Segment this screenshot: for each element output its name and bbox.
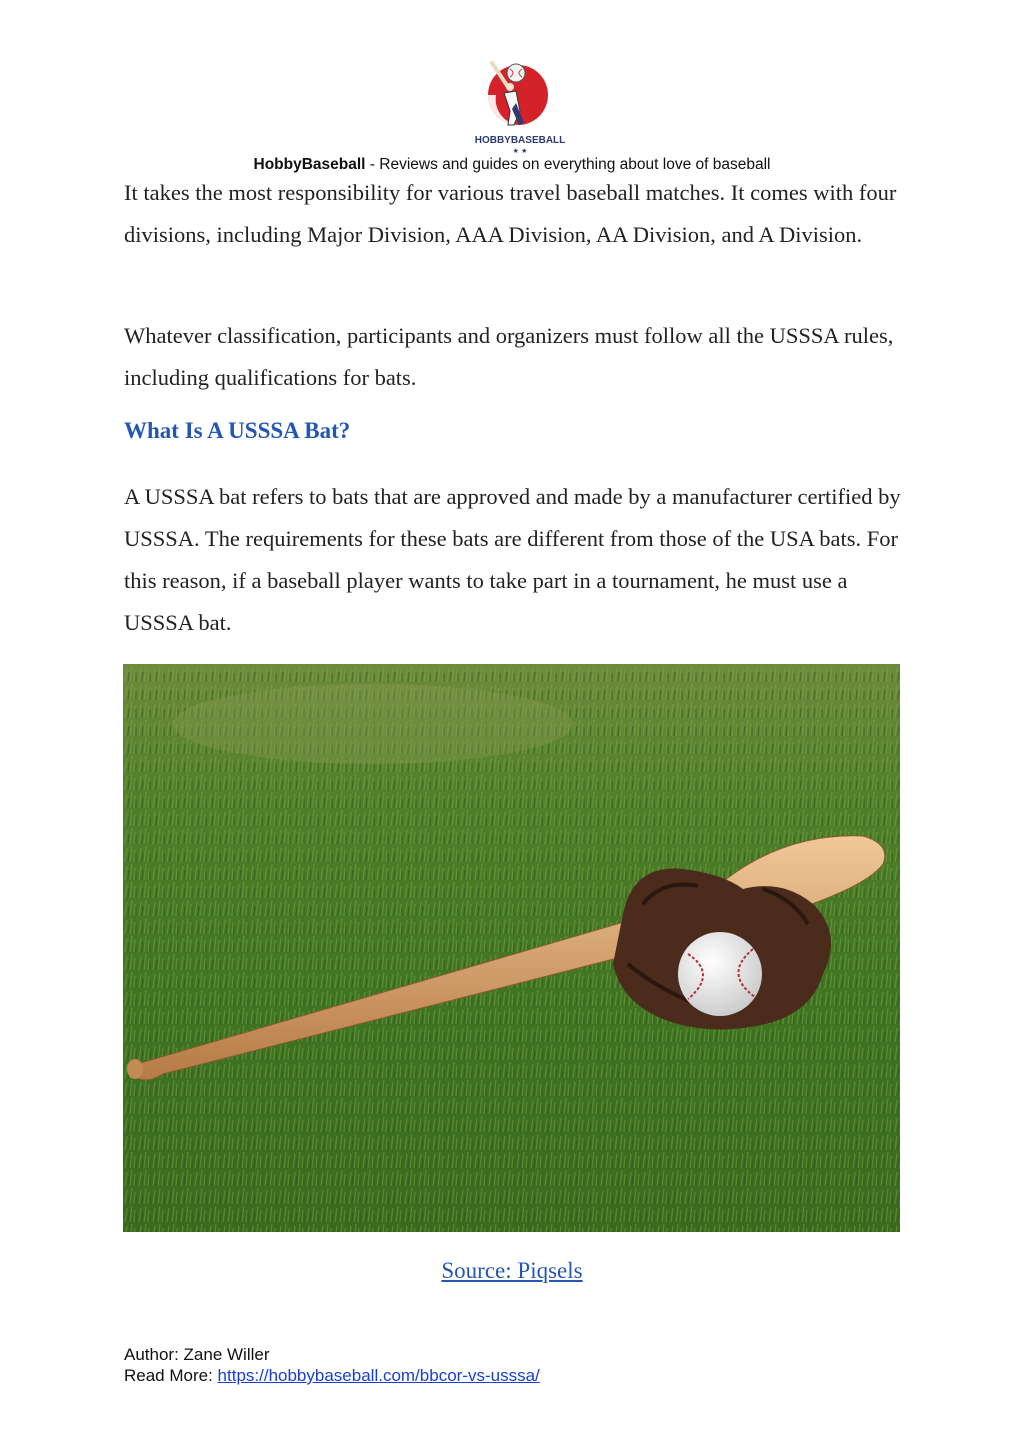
section-heading: What Is A USSSA Bat? <box>124 418 351 443</box>
author-line: Author: Zane Willer <box>124 1345 270 1364</box>
svg-text:★ ★: ★ ★ <box>512 147 528 155</box>
read-more-link[interactable]: https://hobbybaseball.com/bbcor-vs-usssa/ <box>217 1366 540 1385</box>
image-source <box>0 1258 1024 1284</box>
paragraph-divisions: It takes the most responsibility for various travel baseball matches. It comes with four divisions, including Major Division, AAA Division, AA Division, and A Division. <box>124 180 897 247</box>
paragraph-rules: Whatever classification, participants and organizers must follow all the USSSA rules, including qualifications for bats. <box>124 323 894 390</box>
hobbybaseball-logo <box>474 57 566 155</box>
read-more-line <box>124 1365 540 1386</box>
bat-glove-ball-photo <box>123 664 900 1232</box>
footer <box>124 1344 540 1386</box>
brand-name: HobbyBaseball <box>253 156 366 173</box>
tagline-text: - Reviews and guides on everything about love of baseball <box>365 156 771 173</box>
read-more-label: Read More: <box>124 1366 218 1385</box>
source-link[interactable]: Source: Piqsels <box>441 1258 583 1283</box>
paragraph-usssa-bat: A USSSA bat refers to bats that are approved and made by a manufacturer certified by USSSA. The requirements for these bats are different from those of the USA bats. For this reason, if a baseball player wants to take part in a tournament, he must use a USSSA bat. <box>124 484 901 635</box>
logo-text: HOBBYBASEBALL <box>474 135 566 146</box>
